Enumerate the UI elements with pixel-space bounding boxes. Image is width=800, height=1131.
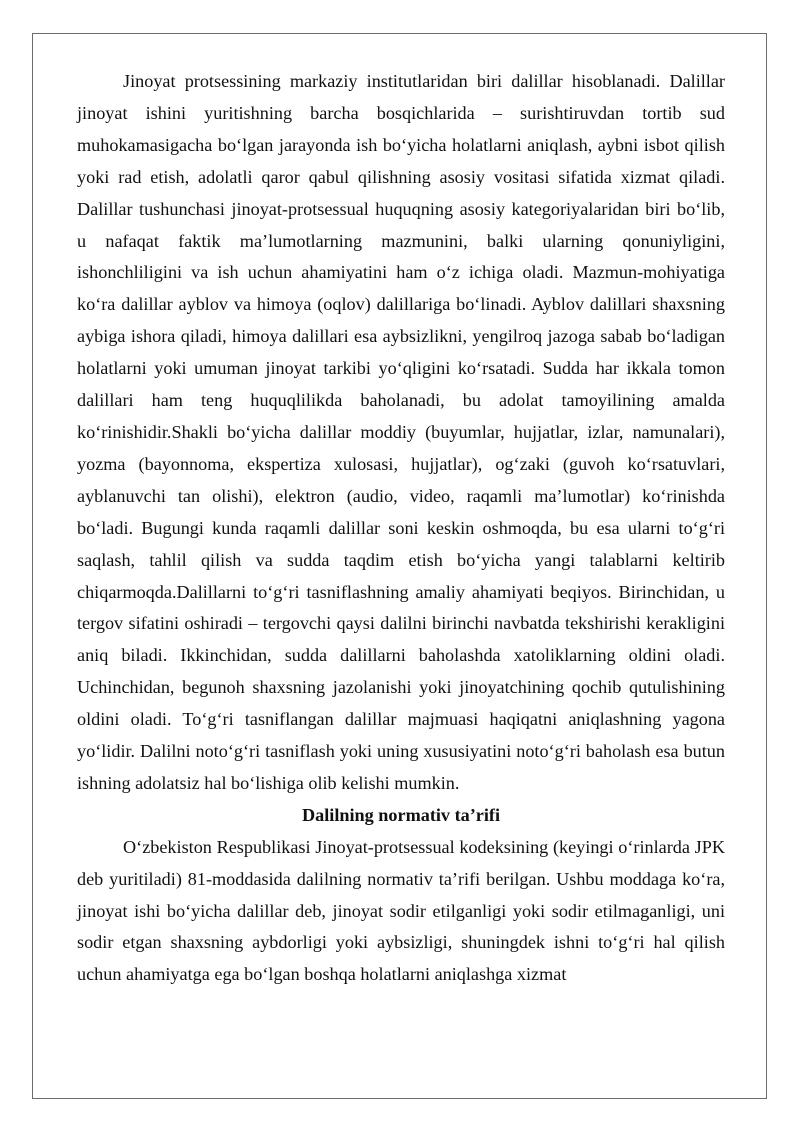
- document-body: [77, 66, 725, 991]
- paragraph-normative-definition: O‘zbekiston Respublikasi Jinoyat-protsessual kodeksining (keyingi o‘rinlarda JPK deb yuritiladi) 81-moddasida dalilning normativ ta’rifi berilgan. Ushbu moddaga ko‘ra, jinoyat ishi bo‘yicha dalillar deb, jinoyat sodir etilganligi yoki sodir etilmaganligi, uni sodir etgan shaxsning aybdorligi yoki aybsizligi, shuningdek ishni to‘g‘ri hal qilish uchun ahamiyatga ega bo‘lgan boshqa holatlarni aniqlashga xizmat: [77, 836, 725, 985]
- paragraph-evidence-overview: Jinoyat protsessining markaziy institutlaridan biri dalillar hisoblanadi. Dalillar jinoyat ishini yuritishning barcha bosqichlarida – surishtiruvdan tortib sud muhokamasigacha bo‘lgan jarayonda ish bo‘yicha holatlarni aniqlash, aybni isbot qilish yoki rad etish, adolatli qaror qabul qilishning asosiy vositasi sifatida xizmat qiladi. Dalillar tushunchasi jinoyat-protsessual huquqning asosiy kategoriyalaridan biri bo‘lib, u nafaqat faktik ma’lumotlarning mazmunini, balki ularning qonuniyligini, ishonchliligini va ish uchun ahamiyatini ham o‘z ichiga oladi. Mazmun-mohiyatiga ko‘ra dalillar ayblov va himoya (oqlov) dalillariga bo‘linadi. Ayblov dalillari shaxsning aybiga ishora qiladi, himoya dalillari esa aybsizlikni, yengilroq jazoga sabab bo‘ladigan holatlarni yoki umuman jinoyat tarkibi yo‘qligini ko‘rsatadi. Sudda har ikkala tomon dalillari ham teng huquqlilikda baholanadi, bu adolat tamoyilining amalda ko‘rinishidir.Shakli bo‘yicha dalillar moddiy (buyumlar, hujjatlar, izlar, namunalari), yozma (bayonnoma, ekspertiza xulosasi, hujjatlar), og‘zaki (guvoh ko‘rsatuvlari, ayblanuvchi tan olishi), elektron (audio, video, raqamli ma’lumotlar) ko‘rinishda bo‘ladi. Bugungi kunda raqamli dalillar soni keskin oshmoqda, bu esa ularni to‘g‘ri saqlash, tahlil qilish va sudda taqdim etish bo‘yicha yangi talablarni keltirib chiqarmoqda.Dalillarni to‘g‘ri tasniflashning amaliy ahamiyati beqiyos. Birinchidan, u tergov sifatini oshiradi – tergovchi qaysi dalilni birinchi navbatda tekshirishi kerakligini aniq biladi. Ikkinchidan, sudda dalillarni baholashda xatoliklarning oldini oladi. Uchinchidan, begunoh shaxsning jazolanishi yoki jinoyatchining qochib qutulishining oldini oladi. To‘g‘ri tasniflangan dalillar majmuasi haqiqatni aniqlashning yagona yo‘lidir. Dalilni noto‘g‘ri tasniflash yoki uning xususiyatini noto‘g‘ri baholash esa butun ishning adolatsiz hal bo‘lishiga olib kelishi mumkin.: [77, 71, 725, 793]
- section-heading: Dalilning normativ ta’rifi: [301, 804, 501, 825]
